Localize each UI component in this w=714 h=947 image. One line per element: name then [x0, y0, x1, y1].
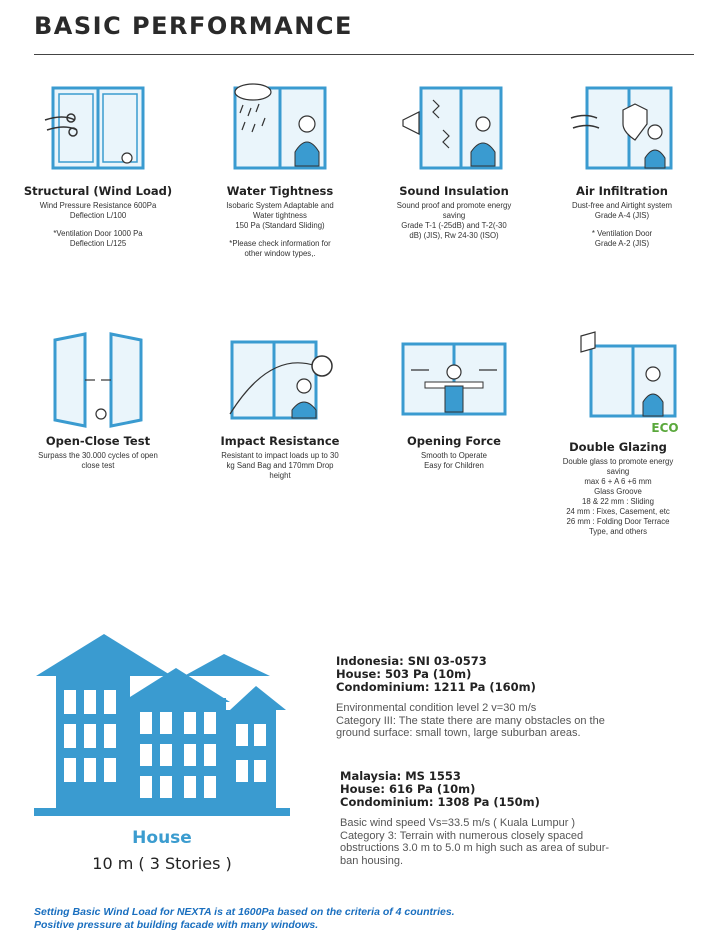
title-divider [34, 54, 694, 55]
page-title: BASIC PERFORMANCE [34, 12, 353, 40]
card-desc: Dust-free and Airtight system Grade A-4 (JIS) * Ventilation Door Grade A-2 (JIS) [571, 201, 673, 248]
standard-note: Basic wind speed Vs=33.5 m/s ( Kuala Lumpur ) Category 3: Terrain with numerous closely spaced obstructions 3.0 m to 5.0 m high such as area of subur- ban housing. [340, 817, 610, 867]
card-title: Structural (Wind Load) [23, 184, 173, 198]
card-title: Water Tightness [226, 184, 334, 198]
card-water-tightness [200, 80, 360, 259]
card-title: Sound Insulation [399, 184, 509, 198]
card-title: Double Glazing [569, 440, 667, 454]
card-structural [18, 80, 178, 249]
card-desc: Sound proof and promote energy saving Grade T-1 (-25dB) and T-2(-30 dB) (JIS), Rw 24-30 (ISO) [396, 201, 512, 240]
card-desc: Surpass the 30.000 cycles of open close test [38, 451, 158, 470]
card-impact-resistance [200, 330, 360, 481]
wind-window-icon [43, 80, 153, 180]
house-icon [34, 632, 290, 818]
standard-indonesia: Indonesia: SNI 03-0573 House: 503 Pa (10m) Condominium: 1211 Pa (160m) Environmental condition level 2 v=30 m/s Category III: The state there are many obstacles on the ground surface: small town, large suburban areas. [336, 655, 686, 740]
card-desc: Wind Pressure Resistance 600Pa Deflection L/100 *Ventilation Door 1000 Pa Deflection L/125 [39, 201, 157, 248]
eco-badge: ECO [651, 421, 679, 435]
card-open-close [18, 330, 178, 471]
card-desc: Double glass to promote energy saving max 6 + A 6 +6 mm Glass Groove 18 & 22 mm : Sliding 24 mm : Fixes, Casement, etc 26 mm : Folding Door Terrace Type, and others [562, 457, 674, 536]
card-title: Opening Force [407, 434, 501, 448]
house-height: 10 m ( 3 Stories ) [92, 854, 232, 873]
card-desc: Isobaric System Adaptable and Water tightness 150 Pa (Standard Sliding) *Please check information for other window types,. [226, 201, 334, 258]
footer-note: Setting Basic Wind Load for NEXTA is at 1600Pa based on the criteria of 4 countries. Positive pressure at building facade with many windows. [34, 906, 455, 931]
card-title: Impact Resistance [220, 434, 340, 448]
open-window-icon [33, 330, 163, 430]
ball-window-icon [220, 330, 340, 430]
standard-note: Environmental condition level 2 v=30 m/s Category III: The state there are many obstacles on the ground surface: small town, large suburban areas. [336, 702, 605, 739]
sound-window-icon [399, 80, 509, 180]
card-desc: Resistant to impact loads up to 30 kg Sand Bag and 170mm Drop height [221, 451, 339, 480]
card-title: Air Infiltration [576, 184, 668, 198]
card-sound-insulation [374, 80, 534, 241]
card-desc: Smooth to Operate Easy for Children [421, 451, 487, 470]
push-window-icon [389, 330, 519, 430]
card-opening-force [374, 330, 534, 471]
standard-malaysia: Malaysia: MS 1553 House: 616 Pa (10m) Condominium: 1308 Pa (150m) Basic wind speed Vs=33.5 m/s ( Kuala Lumpur ) Category 3: Terrain with numerous closely spaced obstructions 3.0 m to 5.0 m high such as area of subur- ban housing. [340, 770, 690, 867]
house-name: House [132, 828, 192, 848]
eco-window-icon [553, 330, 683, 436]
card-title: Open-Close Test [45, 434, 151, 448]
shield-window-icon [567, 80, 677, 180]
card-air-infiltration [542, 80, 702, 249]
rain-window-icon [225, 80, 335, 180]
card-double-glazing [538, 330, 698, 537]
